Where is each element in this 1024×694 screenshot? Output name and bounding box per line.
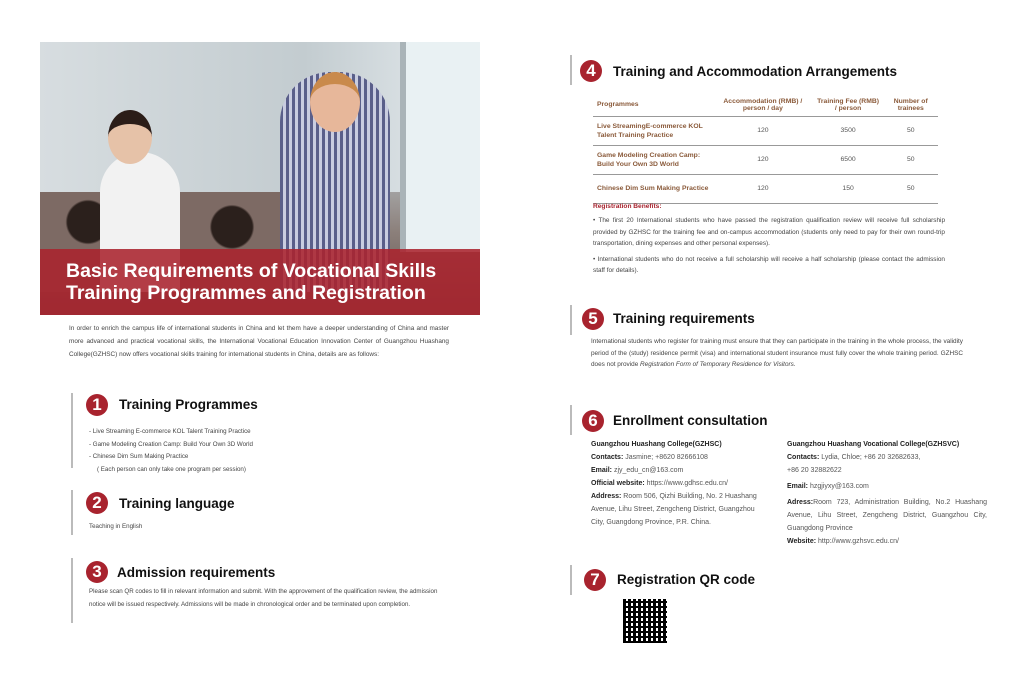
contacts-value: Lydia, Chloe; +86 20 32682633, — [819, 454, 921, 461]
label: Email: — [787, 483, 809, 490]
label: Contacts: — [591, 454, 624, 461]
requirements-text — [591, 336, 963, 371]
page-title — [40, 249, 480, 315]
website-link[interactable]: http://www.gzhsvc.edu.cn/ — [816, 538, 899, 545]
cell: 50 — [883, 116, 938, 145]
contact-gzhsvc — [787, 438, 987, 548]
table-row — [593, 116, 938, 145]
cell: Live StreamingE-commerce KOL Talent Training Practice — [593, 116, 713, 145]
requirements-emphasis: Registration Form of Temporary Residence for Visitors. — [640, 361, 796, 368]
college-name: Guangzhou Huashang Vocational College(GZHSVC) — [787, 441, 960, 448]
section-title-admission: Admission requirements — [117, 565, 276, 580]
number-badge-3: 3 — [86, 561, 108, 583]
admission-text: Please scan QR codes to fill in relevant information and submit. With the approvement of the qualification review, the admission notice will be issued respectively. Admissions will be made in chronological order and be terminated upon completion. — [89, 588, 438, 608]
section-divider — [71, 490, 73, 535]
benefits-list — [593, 215, 945, 277]
title-line-1: Basic Requirements of Vocational Skills — [66, 260, 437, 282]
label: Contacts: — [787, 454, 820, 461]
contact-gzhsc — [591, 438, 766, 529]
language-text: Teaching in English — [89, 523, 143, 530]
registration-qr-code[interactable] — [623, 599, 667, 643]
address-value: Room 506, Qizhi Building, No. 2 Huashang Avenue, Lihu Street, Zengcheng District, Guangzhou City, Guangdong Province, P.R. China. — [591, 493, 757, 526]
section-title-requirements: Training requirements — [613, 311, 755, 326]
benefits-title: Registration Benefits: — [593, 203, 662, 210]
label: Website: — [787, 538, 817, 545]
table-header — [593, 94, 938, 116]
section-divider — [71, 393, 73, 468]
list-item: - Live Streaming E-commerce KOL Talent Training Practice — [89, 428, 251, 435]
number-badge-6: 6 — [582, 410, 604, 432]
website-link[interactable]: https://www.gdhsc.edu.cn/ — [644, 480, 728, 487]
section-title-qr: Registration QR code — [617, 572, 756, 587]
section-divider — [570, 405, 572, 435]
cell: 120 — [713, 174, 813, 203]
table-row — [593, 145, 938, 174]
number-badge-7: 7 — [584, 569, 606, 591]
section-title-training-programmes: Training Programmes — [119, 397, 258, 412]
cell: 120 — [713, 116, 813, 145]
column-header: Training Fee (RMB) / person — [813, 94, 884, 116]
list-item: - Game Modeling Creation Camp: Build Your Own 3D World — [89, 440, 253, 448]
cell: 6500 — [813, 145, 884, 174]
intro-text: In order to enrich the campus life of international students in China and let them have a deeper understanding of China and master more advanced and practical vocational skills, the International Vocational Education Innovation Center of Guangzhou Huashang College(GZHSC) now offers vocational skills training for international students in China, details are as follows: — [69, 325, 449, 358]
college-name: Guangzhou Huashang College(GZHSC) — [591, 441, 722, 448]
label: Email: — [591, 467, 613, 474]
label: Address: — [591, 493, 622, 500]
email-link[interactable]: hzgjiyxy@163.com — [808, 483, 869, 490]
number-badge-2: 2 — [86, 492, 108, 514]
section-title-enrollment: Enrollment consultation — [613, 413, 768, 428]
cell: 120 — [713, 145, 813, 174]
label: Official website: — [591, 480, 645, 487]
section-divider — [570, 565, 572, 595]
benefit-item: • The first 20 International students who have passed the registration qualification review will receive full scholarship provided by GZHSC for the training fee and on-campus accommodation (students only need to pay for their own round-trip transportation, dining expenses and other personal expenses). — [593, 217, 945, 247]
email-link[interactable]: zjy_edu_cn@163.com — [612, 467, 684, 474]
programme-note: ( Each person can only take one program per session) — [97, 465, 246, 473]
cell: 50 — [883, 174, 938, 203]
number-badge-5: 5 — [582, 308, 604, 330]
cell: 3500 — [813, 116, 884, 145]
number-badge-4: 4 — [580, 60, 602, 82]
list-item: - Chinese Dim Sum Making Practice — [89, 453, 189, 460]
section-divider — [570, 305, 572, 335]
requirements-body: International students who register for training must ensure that they can participate in the training in the whole process, the validity period of the (study) residence permit (visa) and international student insurance must fully cover the whole training period. GZHSC does not provide — [591, 338, 963, 368]
contacts-value: Jasmine; +8620 82666108 — [623, 454, 708, 461]
title-line-2: Training Programmes and Registration — [66, 282, 426, 304]
table-row — [593, 174, 938, 203]
label: Adress: — [787, 499, 814, 506]
cell: Chinese Dim Sum Making Practice — [593, 174, 713, 203]
address-value: Room 723, Administration Building, No.2 Huashang Avenue, Lihu Street, Zengcheng District, Guangzhou City, Guangdong Province — [787, 499, 987, 532]
column-header: Number of trainees — [883, 94, 938, 116]
section-divider — [71, 558, 73, 623]
programme-list — [89, 426, 253, 476]
cell: 50 — [883, 145, 938, 174]
section-title-arrangements: Training and Accommodation Arrangements — [613, 64, 898, 79]
cell: Game Modeling Creation Camp: Build Your Own 3D World — [593, 145, 713, 174]
section-title-training-language: Training language — [119, 496, 235, 511]
number-badge-1: 1 — [86, 394, 108, 416]
column-header: Accommodation (RMB) / person / day — [713, 94, 813, 116]
section-divider — [570, 55, 572, 85]
benefit-item: • International students who do not receive a full scholarship will receive a half scholarship (please contact the admission staff for details). — [593, 255, 945, 274]
cell: 150 — [813, 174, 884, 203]
contacts-value: +86 20 32882622 — [787, 467, 842, 474]
arrangements-table — [593, 94, 938, 204]
column-header: Programmes — [593, 94, 713, 116]
